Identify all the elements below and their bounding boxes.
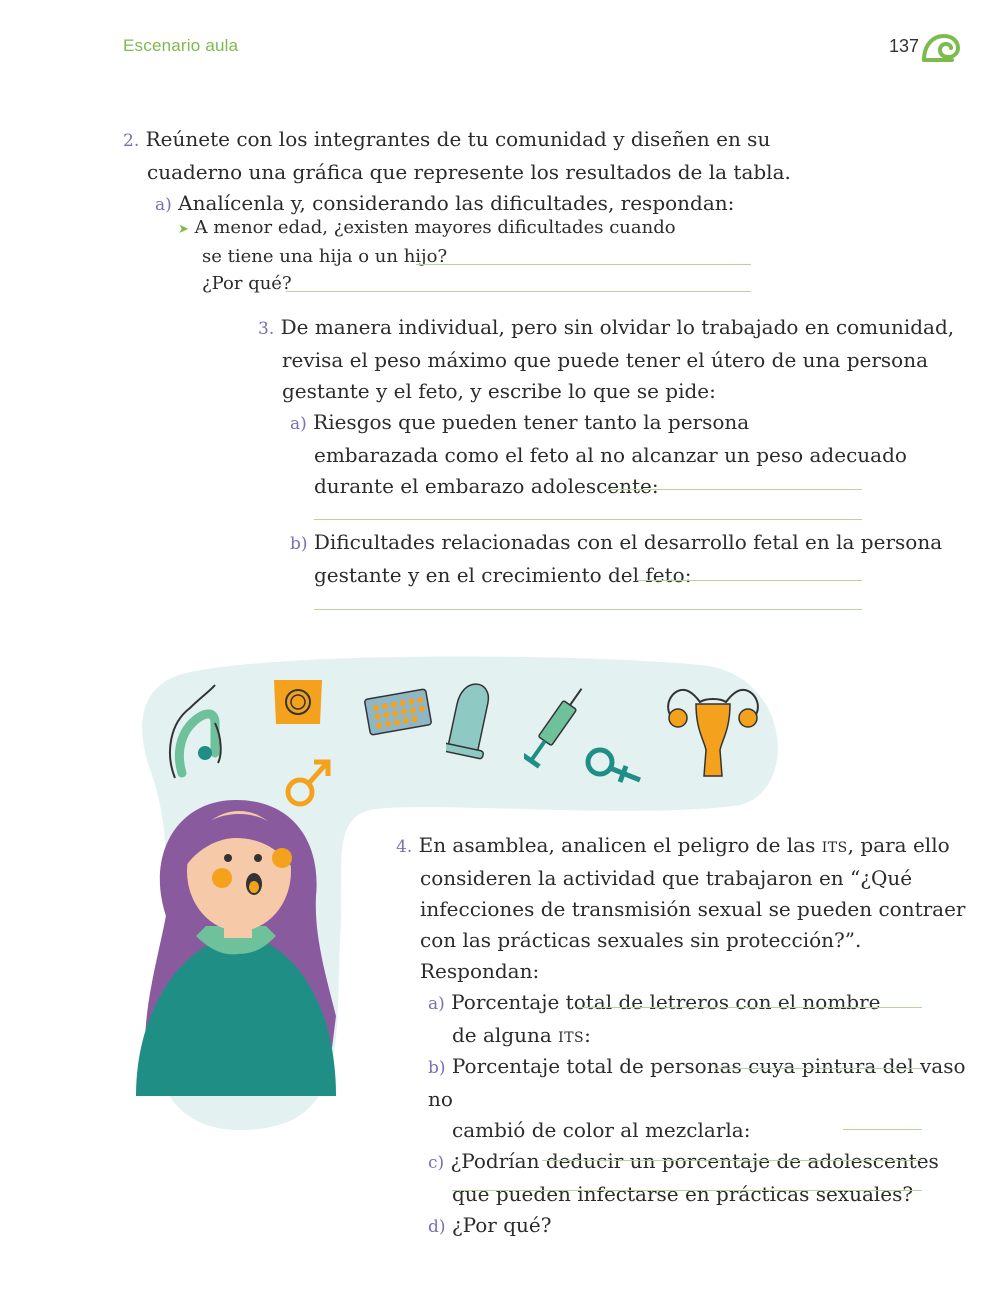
subitem-label: c) [428,1153,445,1173]
condom-icon [446,680,496,762]
question-4 [396,830,986,1243]
female-symbol-icon [584,744,646,786]
question-text: De manera individual, pero sin olvidar lo trabajado en comunidad, [280,315,955,339]
answer-line[interactable] [542,1160,922,1161]
subitem-label: b) [428,1058,446,1078]
answer-line[interactable] [714,1068,922,1069]
subitem-text: Porcentaje total de personas cuya pintura del vaso no [428,1054,966,1111]
page-number: 137 [889,36,920,56]
subitem-label: a) [428,994,445,1014]
question-text: gestante y el feto, y escribe lo que se pide: [282,379,716,403]
subitem-text: gestante y en el crecimiento del feto: [314,563,692,587]
question-text: revisa el peso máximo que puede tener el útero de una persona [282,348,929,372]
subitem-text: ¿Podrían deducir un porcentaje de adolescentes [450,1149,939,1173]
subitem-label: a) [155,195,172,215]
bullet-text: A menor edad, ¿existen mayores dificultades cuando [194,217,676,238]
subitem-text: Analícenla y, considerando las dificultades, respondan: [178,191,735,215]
subitem-label: b) [290,534,308,554]
male-anatomy-icon [160,683,235,783]
subitem-text: Riesgos que pueden tener tanto la persona [313,410,750,434]
subitem-text: que pueden infectarse en prácticas sexuales? [452,1182,914,1206]
subitem-text: de alguna [452,1023,559,1047]
question-text: , para ello [847,833,950,857]
section-title: Escenario aula [123,36,239,55]
question-text: En asamblea, analicen el peligro de las [418,833,822,857]
question-text: con las prácticas sexuales sin protección?”. Respondan: [420,928,862,983]
subitem-label: d) [428,1217,446,1237]
question-number: 2. [123,131,140,151]
triangle-bullet-icon: ➤ [178,222,189,237]
pill-pack-icon [364,686,434,738]
subitem-text: Porcentaje total de letreros con el nombre [451,990,881,1014]
girl-illustration [136,796,341,1100]
question-text: Reúnete con los integrantes de tu comunidad y diseñen en su [145,127,771,151]
syringe-icon [524,678,584,778]
question-number: 4. [396,837,413,857]
answer-line[interactable] [578,1007,922,1008]
uterus-icon [660,680,766,780]
question-number: 3. [258,319,275,339]
subitem-text: embarazada como el feto al no alcanzar un peso adecuado [314,443,907,467]
bullet-text: se tiene una hija o un hijo? [202,246,448,267]
question-text: cuaderno una gráfica que represente los resultados de la tabla. [147,160,791,184]
condom-package-icon [272,678,324,726]
subitem-text: durante el embarazo adolescente: [314,474,659,498]
question-text: consideren la actividad que trabajaron en “¿Qué [420,866,913,890]
its-abbreviation: its [558,1023,585,1047]
its-abbreviation: its [821,833,848,857]
why-label: ¿Por qué? [202,273,292,294]
subitem-text: cambió de color al mezclarla: [452,1118,751,1142]
answer-line[interactable] [843,1129,922,1130]
question-text: infecciones de transmisión sexual se pueden contraer [420,897,966,921]
subitem-text: ¿Por qué? [451,1213,552,1237]
subitem-text: : [584,1023,591,1047]
subitem-text: Dificultades relacionadas con el desarrollo fetal en la persona [313,530,943,554]
subitem-label: a) [290,414,307,434]
answer-line[interactable] [452,1190,922,1191]
